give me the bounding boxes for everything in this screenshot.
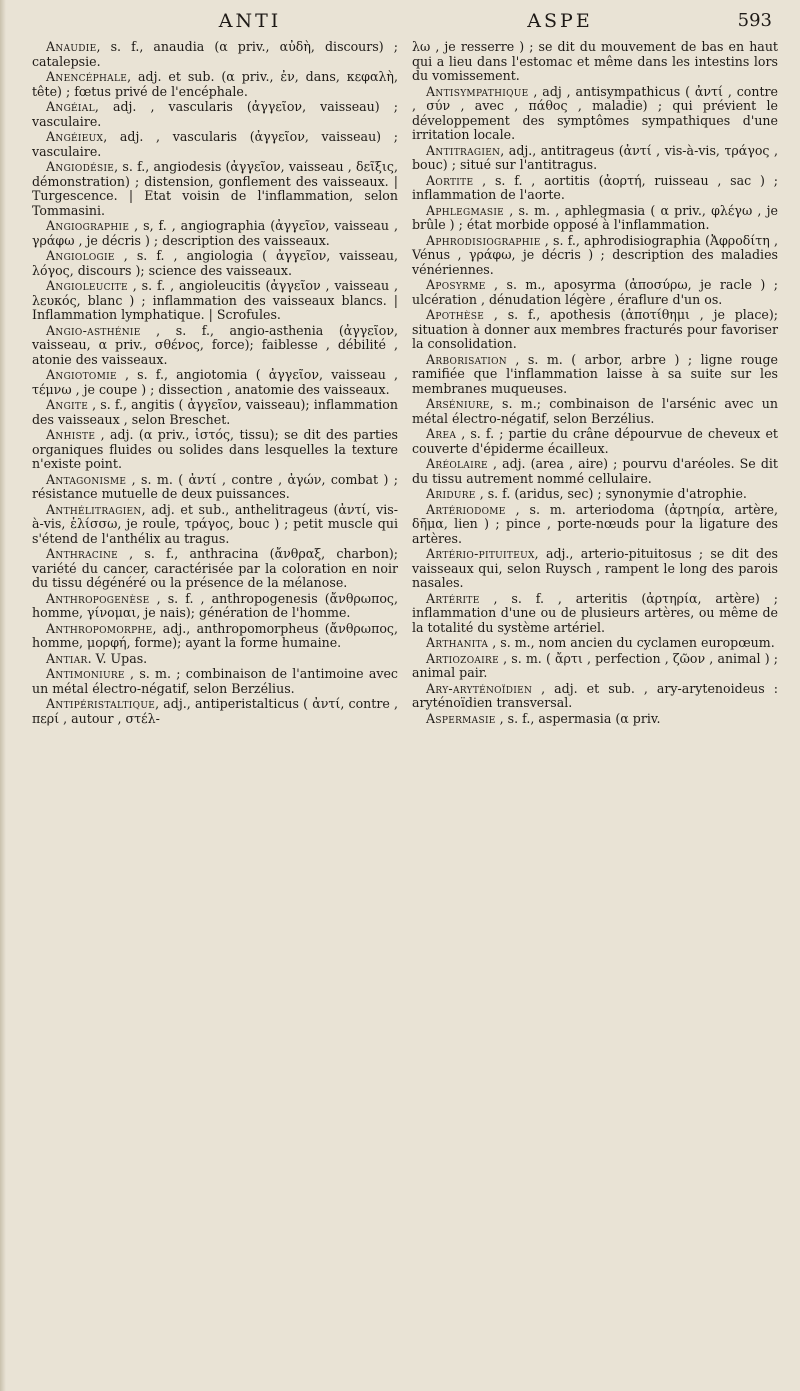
dictionary-entry bbox=[412, 457, 778, 486]
entry-definition: , s. f., angitis ( ἀγγεῖον, vaisseau); inflammation des vaisseaux , selon Breschet. bbox=[32, 397, 398, 427]
dictionary-entry bbox=[412, 278, 778, 307]
entry-headword: Anthropomorphe bbox=[46, 620, 153, 636]
entry-definition: , s. f., angiotomia ( ἀγγεῖον, vaisseau , τέμνω , je coupe ) ; dissection , anatomie des vaisseaux. bbox=[32, 367, 398, 397]
entry-headword: Aspermasie bbox=[426, 710, 496, 726]
dictionary-entry bbox=[32, 592, 398, 621]
dictionary-entry bbox=[32, 428, 398, 472]
entry-definition: , s. f., anthracina (ἄνθραξ, charbon); variété du cancer, caractérisée par la coloration en noir du tissu dégénéré ou la présence de la mélanose. bbox=[32, 546, 398, 590]
dictionary-entry bbox=[412, 487, 778, 502]
entry-headword: Angiologie bbox=[46, 248, 115, 263]
entry-headword: Angiographie bbox=[46, 218, 130, 233]
entry-definition: , adj. , vascularis (ἀγγεῖον, vaisseau) ; vasculaire. bbox=[32, 129, 398, 159]
dictionary-entry bbox=[32, 160, 398, 218]
entry-headword: Artiozoaire bbox=[426, 650, 499, 666]
entry-headword: Angéial bbox=[46, 99, 95, 114]
entry-headword: Angite bbox=[46, 397, 89, 412]
entry-definition: , s. f. , aortitis (ἀορτή, ruisseau , sac ) ; inflammation de l'aorte. bbox=[412, 172, 778, 202]
entry-definition: , s. m. arteriodoma (ἀρτηρία, artère, δῆμα, lien ) ; pince , porte-nœuds pour la ligature des artères. bbox=[412, 501, 778, 546]
entry-definition: , s. f. , anthropogenesis (ἄνθρωπος, homme, γίνομαι, je nais); génération de l'homme. bbox=[32, 590, 398, 620]
entry-headword: Anthracine bbox=[46, 546, 118, 561]
entry-definition: , s. f., angiodesis (ἀγγεῖον, vaisseau , δεῖξις, démonstration) ; distension, gonflement des vaisseaux. | Turgescence. | Etat voisin de l'inflammation, selon Tommasini. bbox=[32, 159, 398, 218]
entry-definition: , adj., antiperistalticus ( ἀντί, contre , περί , autour , στέλ- bbox=[32, 696, 398, 726]
dictionary-entry bbox=[412, 427, 778, 456]
entry-headword: Aposyrme bbox=[426, 277, 486, 292]
entry-headword: Antisympathique bbox=[426, 83, 529, 99]
entry-definition: , s. f., aspermasia (α priv. bbox=[495, 710, 661, 726]
dictionary-entry bbox=[32, 40, 398, 69]
entry-headword: Antitragien bbox=[426, 142, 501, 158]
dictionary-entry bbox=[32, 130, 398, 159]
entry-definition: , s. m., aposyrma (ἀποσύρω, je racle ) ; ulcération , dénudation légère , éraflure d'un os. bbox=[412, 277, 778, 307]
entry-definition: , s. f. , angioleucitis (ἀγγεῖον , vaisseau , λευκός, blanc ) ; inflammation des vaisseaux blancs. | Inflammation lymphatique. | Scrofules. bbox=[32, 278, 398, 322]
dictionary-entry bbox=[412, 712, 778, 727]
dictionary-entry bbox=[32, 503, 398, 547]
right-column bbox=[412, 40, 778, 727]
entry-definition: , s. m. ( ἀντί , contre , ἀγών, combat ) ; résistance mutuelle de deux puissances. bbox=[32, 471, 398, 501]
dictionary-entry bbox=[412, 234, 778, 278]
entry-definition: , s. f., angio-asthenia (ἀγγεῖον, vaisseau, α priv., σθένος, force); faiblesse , débilité , atonie des vaisseaux. bbox=[32, 322, 398, 367]
entry-headword: Antipéristaltique bbox=[46, 696, 156, 711]
entry-definition: , adj., arterio-pituitosus ; se dit des vaisseaux qui, selon Ruysch , rampent le long des parois nasales. bbox=[412, 546, 778, 590]
dictionary-entry bbox=[32, 279, 398, 323]
dictionary-entry bbox=[412, 204, 778, 233]
dictionary-entry bbox=[32, 652, 398, 667]
right-running-head: ASPE bbox=[527, 10, 593, 32]
left-column bbox=[32, 40, 398, 727]
entry-headword: Aréolaire bbox=[426, 456, 488, 471]
entry-definition: , s. f., apothesis (ἀποτίθημι , je place); situation à donner aux membres fracturés pour favoriser la consolidation. bbox=[412, 307, 778, 351]
entry-definition: . V. Upas. bbox=[87, 650, 148, 666]
entry-headword: Artérite bbox=[426, 590, 480, 606]
dictionary-entry bbox=[412, 652, 778, 681]
entry-definition: , adj. (α priv., ἱστός, tissu); se dit des parties organiques fluides ou solides dans lesquelles la texture n'existe point. bbox=[32, 427, 398, 471]
page-header bbox=[0, 0, 800, 42]
entry-headword: Artério-pituiteux bbox=[426, 546, 535, 561]
entry-headword: Anthropogenèse bbox=[46, 590, 150, 606]
entry-definition: , s. f. (aridus, sec) ; synonymie d'atrophie. bbox=[475, 486, 747, 501]
entry-definition: , adj , antisympathicus ( ἀντί , contre , σύν , avec , πάθος , maladie) ; qui prévient le développement des symptômes sympathiques d'une irritation locale. bbox=[412, 83, 778, 142]
dictionary-entry bbox=[32, 219, 398, 248]
dictionary-entry bbox=[32, 100, 398, 129]
entry-headword: Angiodésie bbox=[46, 159, 115, 174]
entry-definition: , s. f. , angiologia ( ἀγγεῖον, vaisseau, λόγος, discours ); science des vaisseaux. bbox=[32, 248, 398, 278]
left-running-head: ANTI bbox=[218, 10, 282, 32]
dictionary-entry bbox=[32, 249, 398, 278]
entry-definition: , s, f. , angiographia (ἀγγεῖον, vaisseau , γράφω , je décris ) ; description des vaisseaux. bbox=[32, 218, 398, 248]
dictionary-entry bbox=[32, 697, 398, 726]
entry-headword: Anencéphale bbox=[46, 69, 128, 84]
entry-definition: , s. f. , arteritis (ἀρτηρία, artère) ; inflammation d'une ou de plusieurs artères, ou même de la totalité du système artériel. bbox=[412, 590, 778, 635]
entry-headword: Apothèse bbox=[426, 307, 485, 322]
entry-headword: Anaudie bbox=[46, 39, 97, 54]
entry-headword: Angio-asthénie bbox=[46, 322, 141, 338]
entry-headword: Aphlegmasie bbox=[426, 202, 505, 218]
dictionary-entry bbox=[412, 144, 778, 173]
entry-headword: Angioleucite bbox=[46, 278, 128, 293]
entry-headword: Antiar bbox=[46, 650, 88, 666]
dictionary-entry bbox=[32, 398, 398, 427]
dictionary-entry bbox=[412, 682, 778, 711]
dictionary-entry bbox=[412, 174, 778, 203]
entry-headword: Aortite bbox=[426, 172, 474, 188]
entry-headword: Antagonisme bbox=[46, 471, 127, 487]
page-gutter-shadow bbox=[0, 0, 6, 1391]
dictionary-entry bbox=[412, 85, 778, 143]
entry-definition: , adj., antitrageus (ἀντί , vis-à-vis, τράγος , bouc) ; situé sur l'antitragus. bbox=[412, 142, 778, 172]
dictionary-entry bbox=[412, 503, 778, 547]
dictionary-entry bbox=[412, 40, 778, 84]
entry-definition: λω , je resserre ) ; se dit du mouvement de bas en haut qui a lieu dans l'estomac et même dans les intestins lors du vomissement. bbox=[412, 39, 778, 83]
dictionary-entry bbox=[412, 636, 778, 651]
dictionary-entry bbox=[32, 368, 398, 397]
dictionary-entry bbox=[412, 353, 778, 397]
entry-headword: Arséniure bbox=[426, 396, 490, 411]
entry-definition: , s. f., anaudia (α priv., αὐδὴ, discours) ; catalepsie. bbox=[32, 39, 398, 69]
entry-definition: , s. m., nom ancien du cyclamen europœum. bbox=[488, 635, 775, 650]
dictionary-entry bbox=[412, 308, 778, 352]
entry-definition: , s. m. , aphlegmasia ( α priv., φλέγω , je brûle ) ; état morbide opposé à l'inflammation. bbox=[412, 202, 778, 232]
page-number: 593 bbox=[737, 10, 772, 31]
entry-definition: , s. m. ; combinaison de l'antimoine avec un métal électro-négatif, selon Berzélius. bbox=[32, 666, 398, 696]
entry-definition: , adj., anthropomorpheus (ἄνθρωπος, homme, μορφή, forme); ayant la forme humaine. bbox=[32, 620, 398, 650]
dictionary-entry bbox=[32, 547, 398, 591]
entry-definition: , s. f. ; partie du crâne dépourvue de cheveux et couverte d'épiderme écailleux. bbox=[412, 426, 778, 456]
dictionary-entry bbox=[32, 667, 398, 696]
entry-headword: Area bbox=[426, 426, 457, 441]
entry-headword: Ary-aryténoïdien bbox=[426, 680, 533, 696]
dictionary-entry bbox=[412, 397, 778, 426]
entry-definition: , adj. (area , aire) ; pourvu d'aréoles. Se dit du tissu autrement nommé cellulaire. bbox=[412, 456, 778, 486]
entry-headword: Arthanita bbox=[426, 635, 489, 650]
entry-definition: , s. f., aphrodisiographia (Ἀφροδίτη , Vénus , γράφω, je décris ) ; description des maladies vénériennes. bbox=[412, 232, 778, 277]
entry-headword: Anthélitragien bbox=[46, 501, 142, 517]
entry-headword: Antimoniure bbox=[46, 666, 125, 681]
dictionary-entry bbox=[412, 547, 778, 591]
entry-headword: Angiotomie bbox=[46, 367, 117, 382]
dictionary-entry bbox=[412, 592, 778, 636]
dictionary-entry bbox=[32, 324, 398, 368]
entry-headword: Aridure bbox=[426, 486, 476, 501]
dictionary-entry bbox=[32, 622, 398, 651]
entry-definition: , adj. , vascularis (ἀγγεῖον, vaisseau) ; vasculaire. bbox=[32, 99, 398, 129]
entry-definition: , adj. et sub., anthelitrageus (ἀντί, vis-à-vis, ἑλίσσω, je roule, τράγος, bouc ) ; petit muscle qui s'étend de l'anthélix au tragus. bbox=[32, 501, 398, 546]
entry-headword: Arborisation bbox=[426, 351, 507, 367]
entry-definition: , adj. et sub. (α priv., ἐν, dans, κεφαλὴ, tête) ; fœtus privé de l'encéphale. bbox=[32, 69, 398, 99]
entry-definition: , s. m. ( arbor, arbre ) ; ligne rouge ramifiée que l'inflammation laisse à sa suite sur les membranes muqueuses. bbox=[412, 351, 778, 396]
entry-definition: , s. m.; combinaison de l'arsénic avec un métal électro-négatif, selon Berzélius. bbox=[412, 396, 778, 426]
entry-headword: Angéieux bbox=[46, 129, 104, 144]
entry-headword: Artériodome bbox=[426, 501, 506, 517]
entry-definition: , adj. et sub. , ary-arytenoideus : aryténoïdien transversal. bbox=[412, 680, 778, 710]
entry-definition: , s. m. ( ἄρτι , perfection , ζῶον , animal ) ; animal pair. bbox=[412, 650, 778, 680]
entry-headword: Aphrodisiographie bbox=[426, 232, 541, 248]
dictionary-entry bbox=[32, 70, 398, 99]
entry-headword: Anhiste bbox=[46, 427, 96, 442]
dictionary-entry bbox=[32, 473, 398, 502]
